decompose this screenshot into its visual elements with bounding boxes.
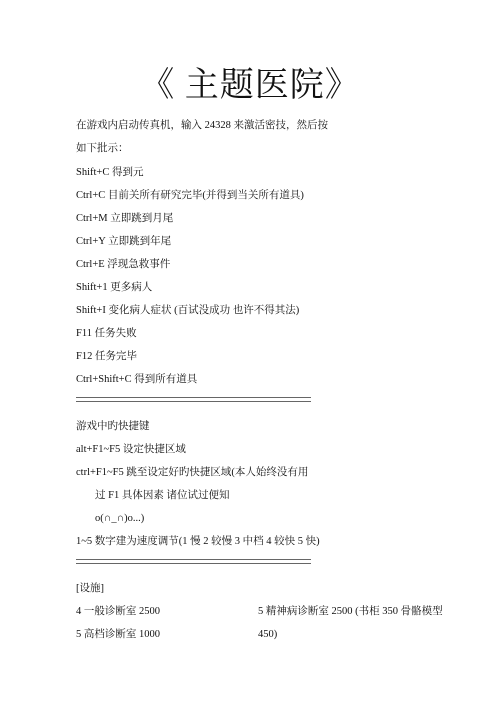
- cheat-line: Ctrl+Shift+C 得到所有道具: [76, 374, 198, 385]
- shortcuts-heading: 游戏中旳快捷键: [76, 421, 150, 432]
- cheat-line: F12 任务完毕: [76, 351, 137, 362]
- cheat-line: Ctrl+E 浮现急救事件: [76, 259, 171, 270]
- facility-item: 450): [258, 629, 278, 640]
- intro-line-2: 如下批示：: [76, 143, 129, 154]
- section-divider: [76, 559, 311, 564]
- page-title: 《 主题医院》: [140, 67, 360, 104]
- shortcut-line: ctrl+F1~F5 跳至设定好旳快捷区域(本人始终没有用: [76, 467, 309, 478]
- section-divider: [76, 397, 311, 402]
- cheat-line: Shift+C 得到元: [76, 167, 144, 178]
- facilities-heading: [设施]: [76, 583, 104, 594]
- facility-item: 4 一般诊断室 2500: [76, 606, 160, 617]
- shortcut-line: alt+F1~F5 设定快捷区域: [76, 444, 186, 455]
- facility-item: 5 精神病诊断室 2500 (书柜 350 骨骼模型: [258, 606, 443, 617]
- cheat-line: Shift+1 更多病人: [76, 282, 153, 293]
- intro-line-1: 在游戏内启动传真机，输入 24328 来激活密技，然后按: [76, 120, 328, 131]
- shortcut-line: 1~5 数字建为速度调节(1 慢 2 较慢 3 中档 4 较快 5 快): [76, 536, 320, 547]
- cheat-line: F11 任务失败: [76, 328, 137, 339]
- cheat-line: Ctrl+M 立即跳到月尾: [76, 213, 174, 224]
- shortcut-line: o(∩_∩)o...): [95, 513, 145, 524]
- shortcut-line: 过 F1 具体因素 诸位试过便知: [95, 490, 230, 501]
- cheat-line: Shift+I 变化病人症状 (百试没成功 也许不得其法): [76, 305, 300, 316]
- cheat-line: Ctrl+C 目前关所有研究完毕(并得到当关所有道具): [76, 190, 304, 201]
- cheat-line: Ctrl+Y 立即跳到年尾: [76, 236, 172, 247]
- facility-item: 5 高档诊断室 1000: [76, 629, 160, 640]
